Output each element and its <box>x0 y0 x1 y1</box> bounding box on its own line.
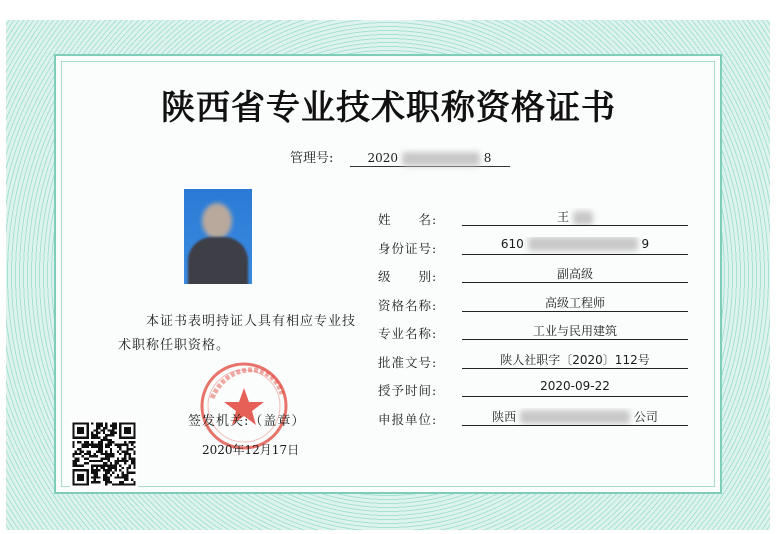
field-row-grant-date <box>378 377 698 406</box>
employer-prefix: 陕西 <box>492 409 517 424</box>
field-label: 专业名称: <box>378 326 438 341</box>
redacted-blur <box>528 237 638 251</box>
field-value: 高级工程师 <box>462 294 688 312</box>
field-label: 资格名称: <box>378 297 438 313</box>
issuer-label: 签发机关:（盖章） <box>188 414 306 429</box>
field-label: 申报单位: <box>378 411 438 427</box>
id-number-prefix: 610 <box>500 236 524 251</box>
issue-date: 2020年12月17日 <box>202 443 300 457</box>
field-row-employer <box>378 406 698 435</box>
photo-head-blurred <box>202 203 232 239</box>
field-value: 2020-09-22 <box>462 379 688 397</box>
holder-name: 王 <box>557 210 570 224</box>
field-label: 级 别: <box>378 269 438 284</box>
field-row-name <box>378 206 698 235</box>
id-number-suffix: 9 <box>641 236 650 251</box>
field-row-id-number <box>378 235 698 264</box>
management-number-suffix: 8 <box>483 151 492 165</box>
qr-code-icon <box>70 420 138 488</box>
management-number-field <box>350 151 510 167</box>
field-value: 陕人社职字〔2020〕112号 <box>462 351 688 369</box>
field-value <box>462 237 688 255</box>
management-number-label: 管理号: <box>290 151 334 166</box>
photo-body <box>188 237 248 284</box>
employer-suffix: 公司 <box>633 409 658 424</box>
redacted-blur <box>520 410 630 424</box>
official-seal-icon <box>196 358 292 454</box>
redacted-blur <box>573 211 593 225</box>
field-row-specialty <box>378 320 698 349</box>
certificate-statement: 本证书表明持证人具有相应专业技术职称任职资格。 <box>118 314 357 353</box>
field-value <box>462 208 688 226</box>
field-label: 授予时间: <box>378 383 438 398</box>
management-number-row <box>290 147 510 167</box>
certificate-title: 陕西省专业技术职称资格证书 <box>161 88 616 128</box>
certificate-fields <box>378 206 698 434</box>
field-label: 身份证号: <box>378 240 438 256</box>
field-label: 姓 名: <box>378 212 438 227</box>
field-row-qualification <box>378 292 698 321</box>
field-value <box>462 408 688 426</box>
field-row-approval-doc <box>378 349 698 378</box>
field-value: 副高级 <box>462 265 688 283</box>
field-value: 工业与民用建筑 <box>462 322 688 340</box>
holder-photo <box>184 189 252 284</box>
field-row-level <box>378 263 698 292</box>
management-number-prefix: 2020 <box>367 151 399 165</box>
redacted-blur <box>402 152 480 166</box>
field-label: 批准文号: <box>378 354 438 370</box>
